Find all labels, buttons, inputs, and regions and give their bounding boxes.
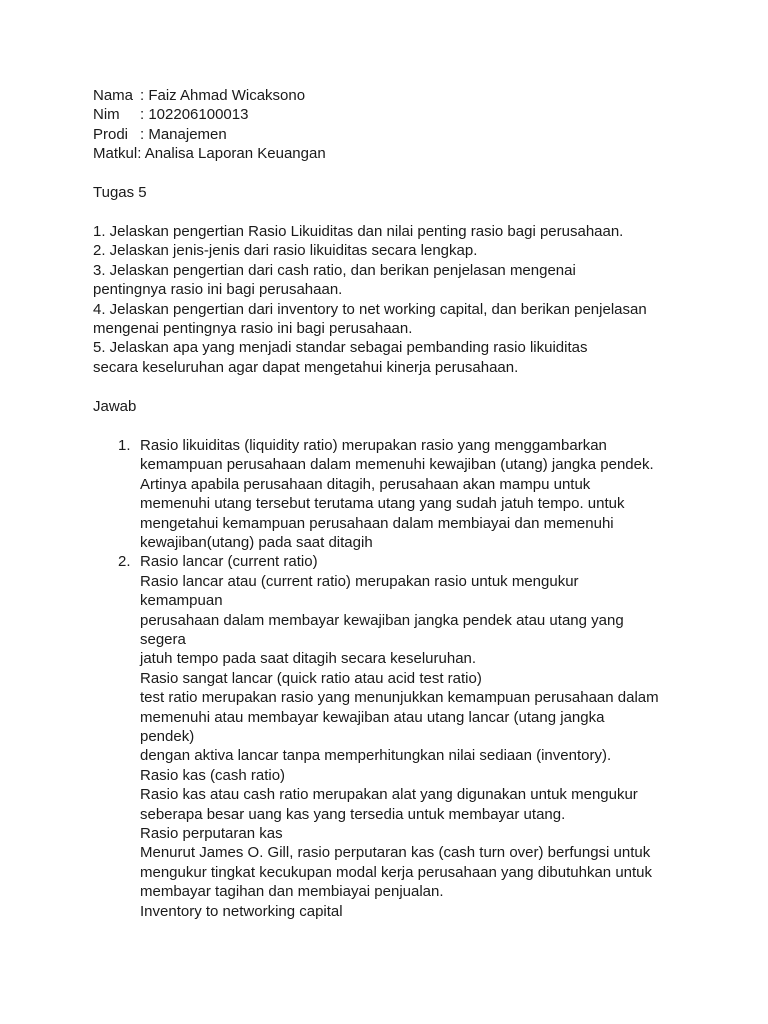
tugas-title: Tugas 5 [93, 184, 147, 201]
answer-line: membayar tagihan dan membiayai penjualan. [140, 883, 444, 901]
answer-line: segera [140, 631, 186, 648]
header-prodi [93, 125, 227, 144]
answer-line: memenuhi atau membayar kewajiban atau utang lancar (utang jangka [140, 708, 605, 726]
answer-line: perusahaan dalam membayar kewajiban jangka pendek atau utang yang [140, 611, 624, 629]
answer-line: mengukur tingkat kecukupan modal kerja perusahaan yang dibutuhkan untuk [140, 863, 653, 881]
answer-line: Menurut James O. Gill, rasio perputaran kas (cash turn over) berfungsi untuk [140, 844, 651, 862]
question-line: 3. Jelaskan pengertian dari cash ratio, dan berikan penjelasan mengenai [93, 261, 576, 279]
header-nim [93, 105, 248, 124]
answer-line: kemampuan perusahaan dalam memenuhi kewajiban (utang) jangka pendek. [140, 456, 654, 474]
answer-line: Rasio kas atau cash ratio merupakan alat yang digunakan untuk mengukur [140, 786, 638, 804]
question-line: 1. Jelaskan pengertian Rasio Likuiditas dan nilai penting rasio bagi perusahaan. [93, 223, 624, 240]
question-line: 2. Jelaskan jenis-jenis dari rasio likuiditas secara lengkap. [93, 242, 478, 260]
nim-value: : 102206100013 [140, 106, 249, 124]
answer-line: kewajiban(utang) pada saat ditagih [140, 534, 373, 551]
answer-line: Artinya apabila perusahaan ditagih, perusahaan akan mampu untuk [140, 475, 591, 493]
answer-line: pendek) [140, 728, 195, 745]
answer-number-2: 2. [118, 553, 131, 571]
matkul-value: : Analisa Laporan Keuangan [137, 145, 326, 163]
question-line: pentingnya rasio ini bagi perusahaan. [93, 281, 343, 299]
question-line: mengenai pentingnya rasio ini bagi perusahaan. [93, 320, 413, 337]
answer-line: test ratio merupakan rasio yang menunjukkan kemampuan perusahaan dalam [140, 689, 659, 707]
answer-line: Rasio perputaran kas [140, 825, 283, 842]
answer-line: kemampuan [140, 592, 223, 610]
prodi-label: Prodi [93, 125, 129, 143]
nama-label: Nama [93, 87, 134, 104]
jawab-title: Jawab [93, 398, 137, 415]
nim-label: Nim [93, 106, 120, 124]
answer-line: Rasio likuiditas (liquidity ratio) merupakan rasio yang menggambarkan [140, 437, 607, 454]
question-line: secara keseluruhan agar dapat mengetahui kinerja perusahaan. [93, 358, 519, 376]
answer-line: seberapa besar uang kas yang tersedia untuk membayar utang. [140, 805, 566, 823]
answer-line: Rasio sangat lancar (quick ratio atau acid test ratio) [140, 669, 482, 687]
nama-value: : Faiz Ahmad Wicaksono [140, 87, 306, 104]
answer-line: Rasio lancar atau (current ratio) merupakan rasio untuk mengukur [140, 572, 579, 590]
question-line: 5. Jelaskan apa yang menjadi standar sebagai pembanding rasio likuiditas [93, 339, 588, 357]
answer-line: Inventory to networking capital [140, 902, 343, 920]
header-nama [93, 86, 305, 105]
answer-line: memenuhi utang tersebut terutama utang yang sudah jatuh tempo. untuk [140, 495, 625, 513]
question-line: 4. Jelaskan pengertian dari inventory to net working capital, dan berikan penjelasan [93, 300, 647, 318]
answer-line: Rasio kas (cash ratio) [140, 766, 286, 784]
matkul-label: Matkul [93, 145, 138, 163]
prodi-value: : Manajemen [140, 125, 227, 143]
answer-line: jatuh tempo pada saat ditagih secara keseluruhan. [140, 650, 477, 668]
answer-line: Rasio lancar (current ratio) [140, 553, 318, 571]
answer-number-1: 1. [118, 437, 131, 454]
answer-line: dengan aktiva lancar tanpa memperhitungkan nilai sediaan (inventory). [140, 747, 612, 765]
header-matkul [93, 144, 326, 163]
answer-line: mengetahui kemampuan perusahaan dalam membiayai dan memenuhi [140, 514, 614, 532]
